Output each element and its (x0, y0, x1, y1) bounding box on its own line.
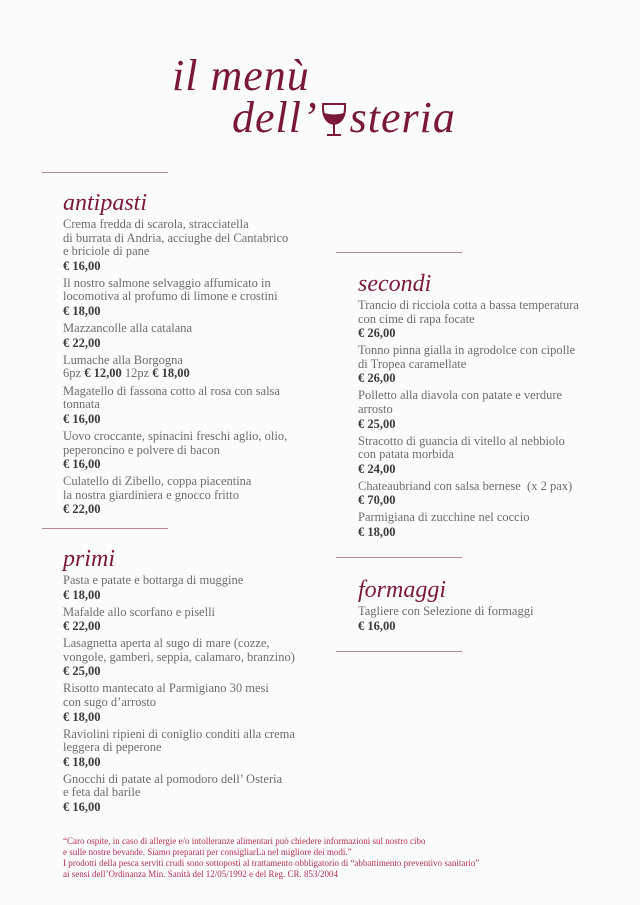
dish-name: Mazzancolle alla catalana (63, 320, 193, 335)
dish-price: € 16,00 (63, 799, 101, 814)
menu-item (358, 511, 618, 539)
dish-price: € 16,00 (358, 618, 396, 633)
dish-price: € 16,00 (63, 258, 101, 273)
menu-item (358, 344, 618, 385)
dish-name: Parmigiana di zucchine nel coccio (358, 510, 530, 525)
menu-item (63, 682, 333, 723)
menu-item (63, 773, 333, 814)
section-title-formaggi: formaggi (358, 577, 447, 603)
menu-item (63, 574, 333, 602)
section-title-primi: primi (63, 546, 116, 572)
section-primi (63, 546, 333, 818)
dish-price: € 24,00 (358, 461, 396, 476)
dish-name: Crema fredda di scarola, stracciatella di burrata di Andria, acciughe del Cantabrico e briciole di pane (63, 217, 289, 259)
menu-item (63, 322, 333, 350)
dish-price: € 22,00 (63, 502, 101, 517)
dish-name: Il nostro salmone selvaggio affumicato in locomotiva al profumo di limone e crostini (63, 275, 278, 304)
dish-price: € 26,00 (358, 326, 396, 341)
dish-name: Chateaubriand con salsa bernese (x 2 pax) (358, 478, 573, 493)
dish-price: € 16,00 (63, 457, 101, 472)
wine-glass-logo-icon (319, 100, 349, 138)
portion-6pz: 6pz (63, 366, 82, 381)
menu-item (63, 218, 333, 273)
menu-item (358, 299, 618, 340)
title-dell: dell’ (232, 93, 318, 142)
dish-name: Mafalde allo scorfano e piselli (63, 604, 216, 619)
dish-name: Culatello di Zibello, coppa piacentina la nostra giardiniera e gnocco fritto (63, 474, 252, 502)
portion-6pz-price: € 12,00 (84, 366, 122, 381)
dish-price: € 18,00 (63, 709, 101, 724)
dish-name: Uovo croccante, spinacini freschi aglio, olio, peperoncino e polvere di bacon (63, 428, 288, 457)
dish-name: Lasagnetta aperta al sugo di mare (cozze, vongole, gamberi, seppia, calamaro, branzino) (63, 636, 295, 664)
dish-name: Raviolini ripieni di coniglio conditi alla crema leggera di peperone (63, 726, 295, 755)
menu-item (63, 354, 333, 381)
dish-name: Risotto mantecato al Parmigiano 30 mesi con sugo d’arrosto (63, 681, 269, 709)
divider-formaggi (336, 557, 462, 558)
dish-price: € 26,00 (358, 371, 396, 386)
section-title-antipasti: antipasti (63, 190, 148, 216)
dish-price: € 25,00 (63, 664, 101, 679)
allergy-notice (63, 836, 583, 880)
dish-name: Trancio di ricciola cotta a bassa temperatura con cime di rapa focate (358, 298, 579, 326)
dish-name: Magatello di fassona cotto al rosa con salsa tonnata (63, 383, 280, 412)
dish-price: € 22,00 (63, 335, 101, 350)
dish-price: € 25,00 (358, 416, 396, 431)
menu-item (358, 435, 618, 476)
portion-12pz: 12pz (124, 366, 150, 381)
dish-name: Stracotto di guancia di vitello al nebbiolo con patata morbida (358, 433, 565, 462)
title-steria: steria (349, 93, 456, 142)
dish-name: Gnocchi di patate al pomodoro dell’ Osteria e feta dal barile (63, 771, 283, 800)
menu-item (358, 480, 618, 508)
portion-12pz-price: € 18,00 (152, 366, 190, 381)
menu-title-line2 (232, 92, 456, 144)
dish-name: Lumache alla Borgogna (63, 352, 183, 367)
dish-name: Tonno pinna gialla in agrodolce con cipolle di Tropea caramellate (358, 343, 576, 371)
menu-item (63, 728, 333, 769)
menu-item (63, 637, 333, 678)
dish-price: € 70,00 (358, 493, 396, 508)
section-title-secondi: secondi (358, 271, 432, 297)
dish-portions (63, 367, 333, 381)
menu-title-line1: il menù (172, 51, 310, 100)
allergy-notice-line: ai sensi dell’Ordinanza Min. Sanità del 12/05/1992 e del Reg. CR. 853/2004 (63, 869, 338, 879)
dish-name: Pasta e patate e bottarga di muggine (63, 573, 244, 587)
divider-antipasti (42, 172, 168, 173)
dish-name: Polletto alla diavola con patate e verdure arrosto (358, 388, 563, 416)
allergy-notice-line: I prodotti della pesca serviti crudi sono sottoposti al trattamento obbligatorio di “abbattimento preventivo sanitario” (63, 858, 480, 868)
dish-price: € 22,00 (63, 619, 101, 634)
dish-price: € 18,00 (63, 754, 101, 769)
dish-price: € 18,00 (63, 587, 101, 602)
section-secondi (358, 271, 618, 543)
menu-item (358, 605, 618, 633)
divider-primi (42, 528, 168, 529)
menu-item (63, 475, 333, 516)
allergy-notice-line: “Caro ospite, in caso di allergie e/o intolleranze alimentari può chiedere informazioni sul nostro cibo (63, 836, 426, 846)
dish-price: € 18,00 (358, 524, 396, 539)
dish-name: Tagliere con Selezione di formaggi (358, 604, 534, 618)
dish-price: € 18,00 (63, 303, 101, 318)
section-antipasti (63, 190, 333, 520)
allergy-notice-line: e sulle nostre bevande. Siamo preparati per consigliarLa nel migliore dei modi.” (63, 847, 352, 857)
dish-price: € 16,00 (63, 411, 101, 426)
menu-item (358, 389, 618, 430)
menu-item (63, 430, 333, 471)
menu-item (63, 606, 333, 634)
divider-secondi (336, 252, 462, 253)
menu-item (63, 385, 333, 426)
section-formaggi (358, 577, 618, 637)
menu-item (63, 277, 333, 318)
divider-end (336, 651, 462, 652)
